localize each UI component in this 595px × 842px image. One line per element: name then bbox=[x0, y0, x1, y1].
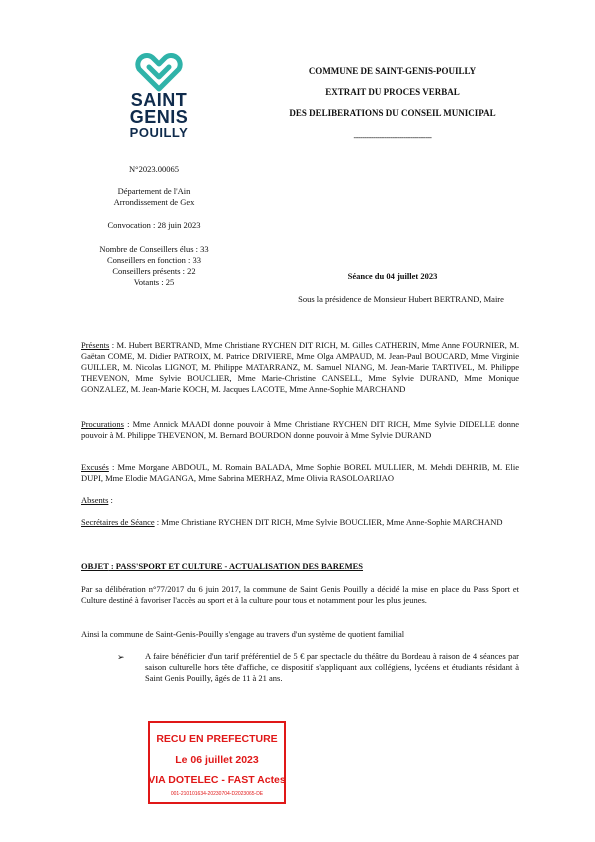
procurations-text: : Mme Annick MAADI donne pouvoir à Mme Christiane RYCHEN DIT RICH, Mme Sylvie DIDELLE donne pouvoir à M. Philippe THEVENON, M. Bernard BOURDON donne pouvoir à Mme Sylvie DURAND bbox=[81, 419, 519, 440]
seance-presidence: Sous la présidence de Monsieur Hubert BERTRAND, Maire bbox=[298, 294, 504, 304]
excuses-label: Excusés bbox=[81, 462, 109, 472]
document-header bbox=[270, 64, 515, 152]
conseillers-presents: Conseillers présents : 22 bbox=[112, 266, 196, 276]
prefecture-stamp bbox=[148, 721, 286, 804]
header-extrait: EXTRAIT DU PROCES VERBAL bbox=[325, 87, 460, 97]
stamp-line-via: VIA DOTELEC - FAST Actes bbox=[148, 774, 286, 786]
header-deliberations: DES DELIBERATIONS DU CONSEIL MUNICIPAL bbox=[289, 108, 496, 118]
absents-paragraph bbox=[81, 495, 519, 506]
conseillers-fonction: Conseillers en fonction : 33 bbox=[107, 255, 201, 265]
objet-title bbox=[81, 561, 519, 572]
body-paragraph-2: Ainsi la commune de Saint-Genis-Pouilly s'engage au travers d'un système de quotient familial bbox=[81, 629, 405, 639]
header-commune: COMMUNE DE SAINT-GENIS-POUILLY bbox=[308, 66, 477, 76]
logo-wordmark bbox=[118, 92, 200, 140]
arrow-bullet-icon: ➢ bbox=[117, 652, 125, 662]
body-paragraph-1: Par sa délibération n°77/2017 du 6 juin 2017, la commune de Saint Genis Pouilly a décidé la mise en place du Pass Sport et Culture destiné à favoriser l'accès au sport et à la culture pour tous et notamment pour les plus jeunes. bbox=[81, 584, 519, 605]
departement: Département de l'Ain bbox=[117, 186, 191, 196]
objet-label: OBJET bbox=[81, 561, 109, 571]
procurations-paragraph bbox=[81, 419, 519, 441]
commune-logo bbox=[118, 52, 200, 140]
header-separator: ------------------------------------ bbox=[353, 133, 432, 142]
presents-paragraph bbox=[81, 340, 519, 395]
secretaires-label: Secrétaires de Séance bbox=[81, 517, 155, 527]
logo-line-pouilly: POUILLY bbox=[129, 125, 189, 140]
conseillers-elus: Nombre de Conseillers élus : 33 bbox=[99, 244, 209, 254]
logo-line-genis: GENIS bbox=[129, 107, 189, 127]
votants: Votants : 25 bbox=[133, 277, 175, 287]
logo-line-saint: SAINT bbox=[130, 90, 188, 110]
procurations-label: Procurations bbox=[81, 419, 124, 429]
stamp-line-recu: RECU EN PREFECTURE bbox=[156, 733, 278, 745]
heart-icon bbox=[131, 52, 187, 92]
objet-text: : PASS'SPORT ET CULTURE - ACTUALISATION DES BAREMES bbox=[108, 561, 364, 571]
deliberation-number: N°2023.00065 bbox=[129, 164, 179, 174]
excuses-text: : Mme Morgane ABDOUL, M. Romain BALADA, Mme Sophie BOREL MULLIER, M. Mehdi DEHRIB, M. Elie DUPI, Mme Elodie MAGANGA, Mme Sabrina MERHAZ, Mme Olivia RASOLOARIJAO bbox=[81, 462, 519, 483]
stamp-line-date: Le 06 juillet 2023 bbox=[175, 754, 259, 766]
arrondissement: Arrondissement de Gex bbox=[113, 197, 195, 207]
bullet-text: A faire bénéficier d'un tarif préférentiel de 5 € par spectacle du théâtre du Bordeau à raison de 4 séances par saison culturelle hors tête d'affiche, ce dispositif s'appliquant aux collégiens, lycéens et étudiants résidant à Saint Genis Pouilly, âgés de 11 à 21 ans. bbox=[145, 651, 519, 683]
seance-date-text: Séance du 04 juillet 2023 bbox=[347, 271, 438, 281]
excuses-paragraph bbox=[81, 462, 519, 484]
presents-text: : M. Hubert BERTRAND, Mme Christiane RYCHEN DIT RICH, M. Gilles CATHERIN, Mme Anne FOURNIER, M. Gaëtan COME, M. Didier PATROIX, M. Patrice DRIVIERE, Mme Olga AMPAUD, M. Jean-Paul BOUCARD, Mme Virginie GUILLER, M. Nicolas LIGNOT, M. Philippe MATARRANZ, M. Samuel NIANG, M. Jean-Marie TARTIVEL, M. Philippe THEVENON, Mme Sylvie BOUCLIER, Mme Marie-Christine CANSELL, Mme Sylvie DURAND, Mme Monique GONZALEZ, M. Jean-Marie KOCH, M. Jacques LACOTE, Mme Anne-Sophie MARCHAND bbox=[81, 340, 519, 394]
convocation-date: Convocation : 28 juin 2023 bbox=[107, 220, 201, 230]
secretaires-text: : Mme Christiane RYCHEN DIT RICH, Mme Sylvie BOUCLIER, Mme Anne-Sophie MARCHAND bbox=[154, 517, 503, 527]
absents-label: Absents bbox=[81, 495, 109, 505]
seance-date bbox=[270, 271, 515, 281]
presents-label: Présents bbox=[81, 340, 110, 350]
absents-text: : bbox=[108, 495, 113, 505]
stamp-line-reference: 001-210101634-20230704-D2023065-DE bbox=[170, 791, 264, 797]
secretaires-paragraph bbox=[81, 517, 519, 528]
